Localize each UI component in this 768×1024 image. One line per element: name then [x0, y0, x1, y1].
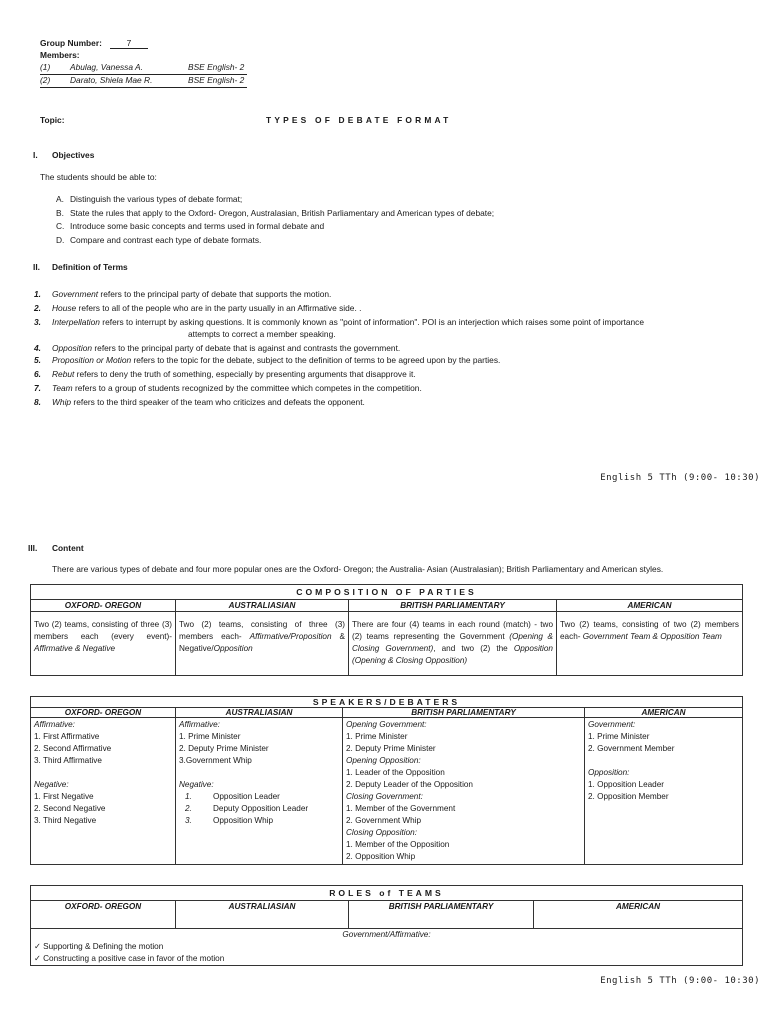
group-number-label: Group Number:: [40, 38, 102, 48]
definition-item: 4. Opposition refers to the principal party of debate that is against and contrasts the government.: [34, 343, 401, 353]
definition-item: 6. Rebut refers to deny the truth of something, especially by presenting arguments that disapprove it.: [34, 369, 416, 379]
table-cell: There are four (4) teams in each round (match) - two (2) teams representing the Government (Opening & Closing Government), and two (2) the Opposition (Opening & Closing Opposition): [349, 612, 557, 676]
column-header: BRITISH PARLIAMENTARY: [349, 600, 557, 612]
topic-label: Topic:: [40, 115, 65, 125]
column-header: AMERICAN: [585, 708, 743, 718]
definition-item: 5. Proposition or Motion refers to the topic for the debate, subject to the definition of terms to be agreed upon by the parties.: [34, 355, 501, 365]
group-number-value: 7: [110, 38, 148, 49]
composition-table: [30, 584, 743, 676]
column-header: AUSTRALIASIAN: [176, 600, 349, 612]
table-cell: Government/Affirmative: ✓ Supporting & Defining the motion ✓ Constructing a positive case in favor of the motion: [31, 929, 743, 966]
member-row: (2) Darato, Shiela Mae R. BSE English- 2: [40, 75, 247, 88]
definitions-heading: Definition of Terms: [52, 262, 128, 272]
list-item: B. State the rules that apply to the Oxford- Oregon, Australasian, British Parliamentary and American types of debate;: [56, 208, 495, 218]
table-title: COMPOSITION OF PARTIES: [31, 585, 743, 600]
content-heading: Content: [52, 543, 84, 553]
definitions-numeral: II.: [33, 262, 40, 272]
objectives-intro: The students should be able to:: [40, 172, 157, 182]
members-label: Members:: [40, 50, 80, 60]
list-item: D. Compare and contrast each type of debate formats.: [56, 235, 262, 245]
definition-item: 2. House refers to all of the people who are in the party usually in an Affirmative side. .: [34, 303, 362, 313]
list-item: A. Distinguish the various types of debate format;: [56, 194, 243, 204]
page-footer: English 5 TTh (9:00- 10:30): [600, 473, 760, 483]
page-footer: English 5 TTh (9:00- 10:30): [600, 976, 760, 986]
column-header: AMERICAN: [557, 600, 743, 612]
table-cell: Affirmative: 1. First Affirmative 2. Second Affirmative 3. Third Affirmative Negative: 1. First Negative 2. Second Negative 3. Third Negative: [31, 718, 176, 865]
table-title: ROLES of TEAMS: [31, 886, 743, 901]
table-cell: Two (2) teams, consisting of three (3) members each (every event)- Affirmative & Negative: [31, 612, 176, 676]
definition-item: 3. Interpellation refers to interrupt by asking questions. It is commonly known as "point of information". POI is an interjection which raises some point of importance: [34, 317, 645, 327]
table-cell: Two (2) teams, consisting of two (2) members each- Government Team & Opposition Team: [557, 612, 743, 676]
column-header: OXFORD- OREGON: [31, 600, 176, 612]
column-header: AMERICAN: [534, 901, 743, 929]
list-item: C. Introduce some basic concepts and terms used in formal debate and: [56, 221, 325, 231]
topic-value: TYPES OF DEBATE FORMAT: [266, 115, 452, 125]
definition-item: 7. Team refers to a group of students recognized by the committee which competes in the competition.: [34, 383, 422, 393]
column-header: BRITISH PARLIAMENTARY: [349, 901, 534, 929]
objectives-numeral: I.: [33, 150, 38, 160]
definition-item: 1. Government refers to the principal party of debate that supports the motion.: [34, 289, 332, 299]
speakers-table: [30, 696, 743, 865]
table-cell: Affirmative: 1. Prime Minister 2. Deputy Prime Minister 3.Government Whip Negative: 1. Opposition Leader 2. Deputy Opposition Leader 3. Opposition Whip: [176, 718, 343, 865]
definition-continuation: attempts to correct a member speaking.: [188, 329, 336, 339]
content-numeral: III.: [28, 543, 38, 553]
content-intro: There are various types of debate and four more popular ones are the Oxford- Oregon; the Australia- Asian (Australasian); British Parliamentary and American styles.: [52, 564, 664, 574]
definition-item: 8. Whip refers to the third speaker of the team who criticizes and defeats the opponent.: [34, 397, 365, 407]
column-header: OXFORD- OREGON: [31, 708, 176, 718]
table-title: SPEAKERS/DEBATERS: [31, 697, 743, 708]
column-header: BRITISH PARLIAMENTARY: [343, 708, 585, 718]
column-header: AUSTRALIASIAN: [176, 708, 343, 718]
column-header: AUSTRALIASIAN: [176, 901, 349, 929]
roles-table: [30, 885, 743, 966]
member-row: (1) Abulag, Vanessa A. BSE English- 2: [40, 62, 247, 75]
column-header: OXFORD- OREGON: [31, 901, 176, 929]
table-cell: Government: 1. Prime Minister 2. Government Member Opposition: 1. Opposition Leader 2. Opposition Member: [585, 718, 743, 865]
objectives-heading: Objectives: [52, 150, 95, 160]
table-cell: Opening Government: 1. Prime Minister 2. Deputy Prime Minister Opening Opposition: 1. Leader of the Opposition 2. Deputy Leader of the Opposition Closing Government: 1. Member of the Government 2. Government Whip Closing Opposition: 1. Member of the Opposition 2. Opposition Whip: [343, 718, 585, 865]
table-cell: Two (2) teams, consisting of three (3) members each- Affirmative/Proposition & Negative/Opposition: [176, 612, 349, 676]
